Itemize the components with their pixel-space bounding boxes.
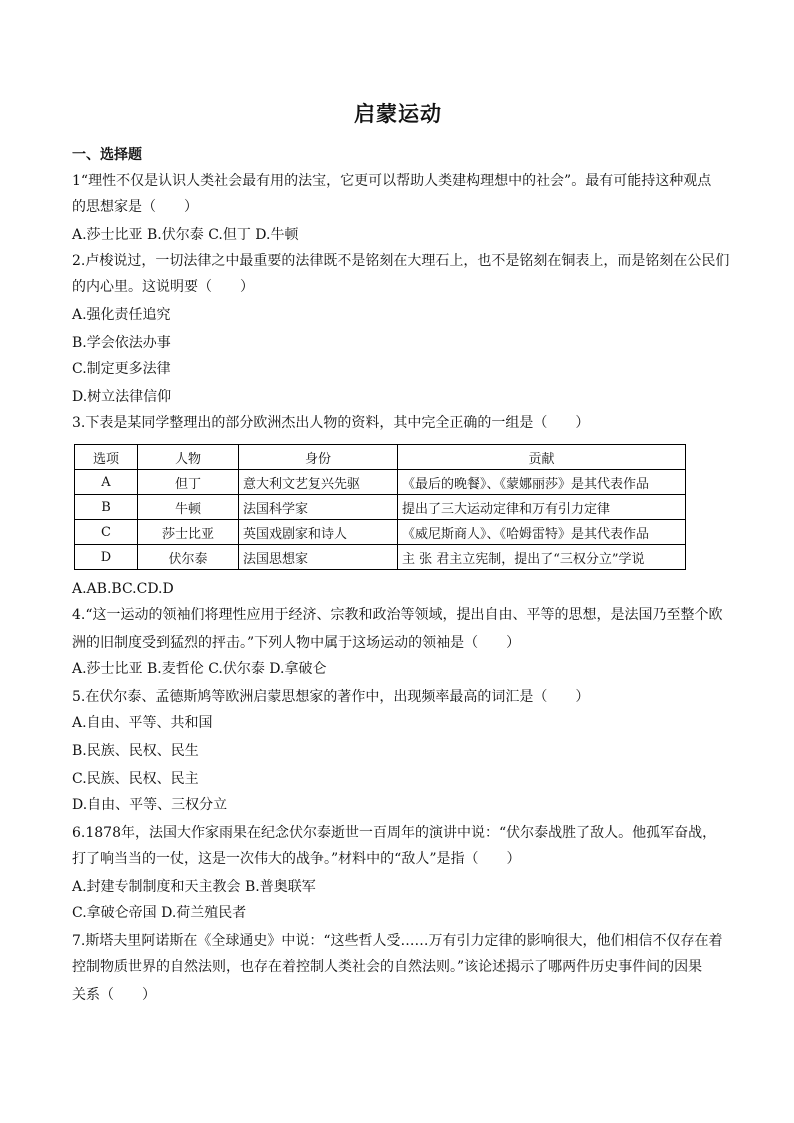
table-cell: 牛顿 bbox=[138, 495, 239, 520]
table-cell: 提出了三大运动定律和万有引力定律 bbox=[398, 495, 686, 520]
table-cell: 意大利文艺复兴先驱 bbox=[239, 470, 398, 495]
q5-option-d: D.自由、平等、三权分立 bbox=[72, 797, 228, 813]
table-cell: 《最后的晚餐》、《蒙娜丽莎》是其代表作品 bbox=[398, 470, 686, 495]
table-header-row bbox=[75, 445, 686, 470]
table-cell: 莎士比亚 bbox=[138, 520, 239, 545]
q5-option-a: A.自由、平等、共和国 bbox=[72, 715, 213, 731]
q6-options-line2: C.拿破仑帝国 D.荷兰殖民者 bbox=[72, 905, 247, 921]
table-row bbox=[75, 545, 686, 570]
q4-stem-line1: 4.“这一运动的领袖们将理性应用于经济、宗教和政治等领域，提出自由、平等的思想，是法国乃至整个欧 bbox=[72, 607, 723, 623]
table-cell: 伏尔泰 bbox=[138, 545, 239, 570]
q3-options: A.AB.BC.CD.D bbox=[72, 581, 174, 597]
table-cell: 法国科学家 bbox=[239, 495, 398, 520]
table-cell: A bbox=[75, 470, 138, 495]
q6-stem-line2: 打了响当当的一仗，这是一次伟大的战争。”材料中的“敌人”是指（ ） bbox=[72, 851, 521, 867]
table-header: 身份 bbox=[239, 445, 398, 470]
q2-stem-line1: 2.卢梭说过，一切法律之中最重要的法律既不是铭刻在大理石上，也不是铭刻在铜表上，而是铭刻在公民们 bbox=[72, 253, 730, 269]
q2-option-c: C.制定更多法律 bbox=[72, 361, 171, 377]
q4-stem-line2: 洲的旧制度受到猛烈的抨击。”下列人物中属于这场运动的领袖是（ ） bbox=[72, 635, 521, 651]
q7-stem-line1: 7.斯塔夫里阿诺斯在《全球通史》中说：“这些哲人受……万有引力定律的影响很大，他们相信不仅存在着 bbox=[72, 933, 723, 949]
table-row bbox=[75, 520, 686, 545]
section-heading: 一、选择题 bbox=[72, 147, 142, 163]
table-cell: B bbox=[75, 495, 138, 520]
q7-stem-line2: 控制物质世界的自然法则，也存在着控制人类社会的自然法则。”该论述揭示了哪两件历史事件间的因果 bbox=[72, 959, 703, 975]
q1-options: A.莎士比亚 B.伏尔泰 C.但丁 D.牛顿 bbox=[72, 227, 299, 243]
table-cell: 法国思想家 bbox=[239, 545, 398, 570]
q5-stem-line1: 5.在伏尔泰、孟德斯鸠等欧洲启蒙思想家的著作中，出现频率最高的词汇是（ ） bbox=[72, 689, 590, 705]
q2-option-b: B.学会依法办事 bbox=[72, 335, 171, 351]
table-cell: D bbox=[75, 545, 138, 570]
q7-stem-line3: 关系（ ） bbox=[72, 987, 156, 1003]
q5-option-c: C.民族、民权、民主 bbox=[72, 771, 199, 787]
table-header: 选项 bbox=[75, 445, 138, 470]
q2-option-a: A.强化责任追究 bbox=[72, 307, 171, 323]
table-header: 人物 bbox=[138, 445, 239, 470]
table-cell: 《威尼斯商人》、《哈姆雷特》是其代表作品 bbox=[398, 520, 686, 545]
table-cell: 主 张 君主立宪制，提出了“三权分立”学说 bbox=[398, 545, 686, 570]
q3-table bbox=[74, 444, 686, 570]
table-header: 贡献 bbox=[398, 445, 686, 470]
q1-stem-line1: 1“理性不仅是认识人类社会最有用的法宝，它更可以帮助人类建构理想中的社会”。最有可能持这种观点 bbox=[72, 173, 712, 189]
q6-stem-line1: 6.1878年，法国大作家雨果在纪念伏尔泰逝世一百周年的演讲中说：“伏尔泰战胜了敌人。他孤军奋战， bbox=[72, 825, 717, 841]
q2-stem-line2: 的内心里。这说明要（ ） bbox=[72, 279, 254, 295]
q5-option-b: B.民族、民权、民生 bbox=[72, 743, 199, 759]
table-cell: 英国戏剧家和诗人 bbox=[239, 520, 398, 545]
table-row bbox=[75, 495, 686, 520]
q1-stem-line2: 的思想家是（ ） bbox=[72, 199, 198, 215]
q4-options: A.莎士比亚 B.麦哲伦 C.伏尔泰 D.拿破仑 bbox=[72, 661, 327, 677]
q3-stem-line1: 3.下表是某同学整理出的部分欧洲杰出人物的资料，其中完全正确的一组是（ ） bbox=[72, 415, 590, 431]
q6-options-line1: A.封建专制制度和天主教会 B.普奥联军 bbox=[72, 879, 316, 895]
table-cell: 但丁 bbox=[138, 470, 239, 495]
table-row bbox=[75, 470, 686, 495]
q2-option-d: D.树立法律信仰 bbox=[72, 389, 172, 405]
table-cell: C bbox=[75, 520, 138, 545]
document-title: 启蒙运动 bbox=[354, 101, 442, 126]
